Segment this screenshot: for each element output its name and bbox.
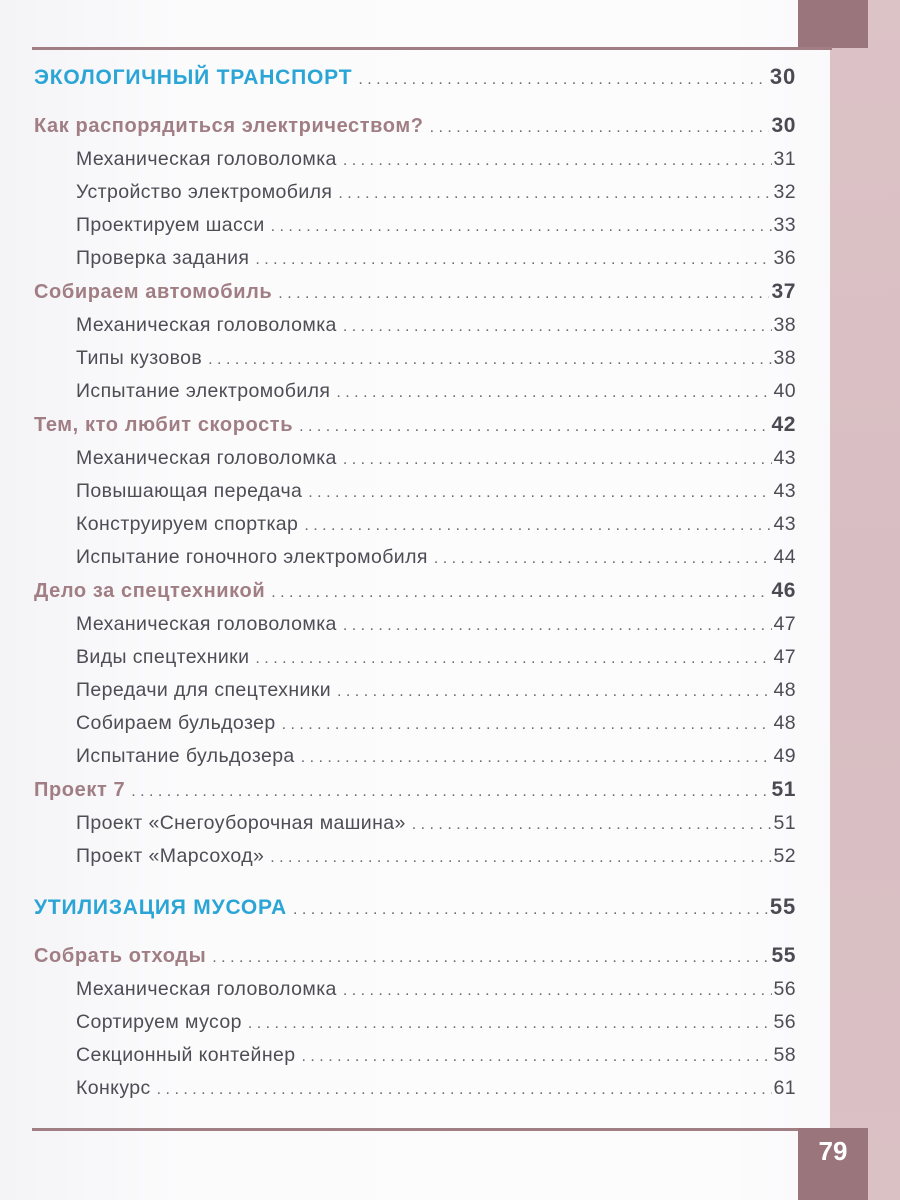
item-page: 38	[773, 314, 796, 336]
item-page: 47	[773, 613, 796, 635]
toc-item[interactable]	[34, 513, 796, 546]
dot-leader	[212, 945, 769, 968]
dot-leader	[248, 1011, 772, 1034]
item-title: Проект «Снегоуборочная машина»	[76, 812, 406, 834]
bottom-divider	[32, 1128, 832, 1131]
toc-item[interactable]	[34, 978, 796, 1011]
dot-leader	[337, 679, 771, 702]
toc-chapter[interactable]	[34, 778, 796, 812]
item-page: 48	[773, 679, 796, 701]
item-title: Испытание гоночного электромобиля	[76, 546, 428, 568]
dot-leader	[255, 247, 771, 270]
dot-leader	[270, 845, 771, 868]
dot-leader	[299, 414, 769, 437]
chapter-page: 42	[771, 413, 796, 436]
dot-leader	[255, 646, 771, 669]
item-page: 52	[773, 845, 796, 867]
toc-item[interactable]	[34, 447, 796, 480]
dot-leader	[343, 613, 772, 636]
section-title: ЭКОЛОГИЧНЫЙ ТРАНСПОРТ	[34, 66, 353, 89]
toc-chapter[interactable]	[34, 944, 796, 978]
chapter-page: 37	[771, 280, 796, 303]
page-edge-band	[830, 0, 900, 1200]
toc-item[interactable]	[34, 679, 796, 712]
chapter-page: 55	[771, 944, 796, 967]
section-title: УТИЛИЗАЦИЯ МУСОРА	[34, 896, 287, 919]
item-title: Механическая головоломка	[76, 447, 337, 469]
toc-section-waste-disposal[interactable]	[34, 894, 796, 944]
item-title: Типы кузовов	[76, 347, 203, 369]
toc-chapter[interactable]	[34, 413, 796, 447]
chapter-title: Тем, кто любит скорость	[34, 414, 294, 436]
chapter-title: Собираем автомобиль	[34, 281, 273, 303]
item-page: 49	[773, 745, 796, 767]
item-page: 61	[773, 1077, 796, 1099]
dot-leader	[271, 214, 772, 237]
toc-section-ecological-transport[interactable]	[34, 64, 796, 114]
toc-item[interactable]	[34, 812, 796, 845]
dot-leader	[131, 779, 769, 802]
item-page: 31	[773, 148, 796, 170]
item-title: Механическая головоломка	[76, 314, 337, 336]
item-page: 56	[773, 1011, 796, 1033]
item-page: 36	[773, 247, 796, 269]
item-title: Виды спецтехники	[76, 646, 250, 668]
item-title: Испытание бульдозера	[76, 745, 295, 767]
chapter-page: 46	[771, 579, 796, 602]
dot-leader	[271, 580, 769, 603]
item-title: Передачи для спецтехники	[76, 679, 332, 701]
dot-leader	[338, 181, 771, 204]
item-page: 32	[773, 181, 796, 203]
toc-item[interactable]	[34, 845, 796, 878]
section-page: 30	[769, 64, 796, 89]
dot-leader	[336, 380, 771, 403]
item-title: Сортируем мусор	[76, 1011, 242, 1033]
toc-item[interactable]	[34, 480, 796, 513]
item-title: Устройство электромобиля	[76, 181, 333, 203]
item-title: Проектируем шасси	[76, 214, 265, 236]
item-title: Механическая головоломка	[76, 148, 337, 170]
dot-leader	[208, 347, 771, 370]
toc-item[interactable]	[34, 214, 796, 247]
chapter-title: Проект 7	[34, 779, 126, 801]
toc-item[interactable]	[34, 1077, 796, 1110]
spacer	[34, 878, 796, 894]
toc-item[interactable]	[34, 646, 796, 679]
dot-leader	[343, 314, 772, 337]
dot-leader	[412, 812, 772, 835]
chapter-page: 30	[771, 114, 796, 137]
item-title: Механическая головоломка	[76, 613, 337, 635]
toc-item[interactable]	[34, 1011, 796, 1044]
dot-leader	[308, 480, 771, 503]
top-divider	[32, 47, 832, 50]
chapter-page: 51	[771, 778, 796, 801]
dot-leader	[278, 281, 769, 304]
dot-leader	[282, 712, 772, 735]
item-title: Проект «Марсоход»	[76, 845, 265, 867]
toc-item[interactable]	[34, 181, 796, 214]
dot-leader	[293, 896, 768, 920]
toc-item[interactable]	[34, 247, 796, 280]
dot-leader	[358, 66, 768, 90]
dot-leader	[304, 513, 771, 536]
item-page: 48	[773, 712, 796, 734]
item-page: 38	[773, 347, 796, 369]
chapter-title: Как распорядиться электричеством?	[34, 115, 424, 137]
toc-chapter[interactable]	[34, 579, 796, 613]
dot-leader	[302, 1044, 772, 1067]
item-page: 43	[773, 480, 796, 502]
toc-item[interactable]	[34, 613, 796, 646]
item-page: 43	[773, 513, 796, 535]
item-title: Секционный контейнер	[76, 1044, 296, 1066]
dot-leader	[434, 546, 772, 569]
dot-leader	[157, 1077, 772, 1100]
item-title: Механическая головоломка	[76, 978, 337, 1000]
toc-item[interactable]	[34, 347, 796, 380]
dot-leader	[343, 447, 772, 470]
toc-item[interactable]	[34, 380, 796, 413]
item-page: 33	[773, 214, 796, 236]
item-page: 40	[773, 380, 796, 402]
toc-item[interactable]	[34, 1044, 796, 1077]
toc-item[interactable]	[34, 314, 796, 347]
dot-leader	[343, 148, 772, 171]
toc-item[interactable]	[34, 712, 796, 745]
chapter-title: Дело за спецтехникой	[34, 580, 266, 602]
section-page: 55	[769, 894, 796, 919]
toc-item[interactable]	[34, 546, 796, 579]
top-accent-tab	[798, 0, 868, 48]
item-title: Конкурс	[76, 1077, 151, 1099]
item-page: 43	[773, 447, 796, 469]
item-page: 47	[773, 646, 796, 668]
item-title: Конструируем спорткар	[76, 513, 299, 535]
toc-item[interactable]	[34, 745, 796, 778]
toc-chapter[interactable]	[34, 114, 796, 148]
item-title: Собираем бульдозер	[76, 712, 276, 734]
page-number: 79	[798, 1128, 868, 1200]
toc-chapter[interactable]	[34, 280, 796, 314]
item-title: Испытание электромобиля	[76, 380, 331, 402]
item-title: Проверка задания	[76, 247, 250, 269]
table-of-contents	[34, 64, 796, 1110]
item-page: 44	[773, 546, 796, 568]
dot-leader	[301, 745, 772, 768]
item-page: 58	[773, 1044, 796, 1066]
item-title: Повышающая передача	[76, 480, 303, 502]
item-page: 56	[773, 978, 796, 1000]
dot-leader	[343, 978, 772, 1001]
dot-leader	[430, 115, 770, 138]
chapter-title: Собрать отходы	[34, 945, 207, 967]
toc-item[interactable]	[34, 148, 796, 181]
item-page: 51	[773, 812, 796, 834]
